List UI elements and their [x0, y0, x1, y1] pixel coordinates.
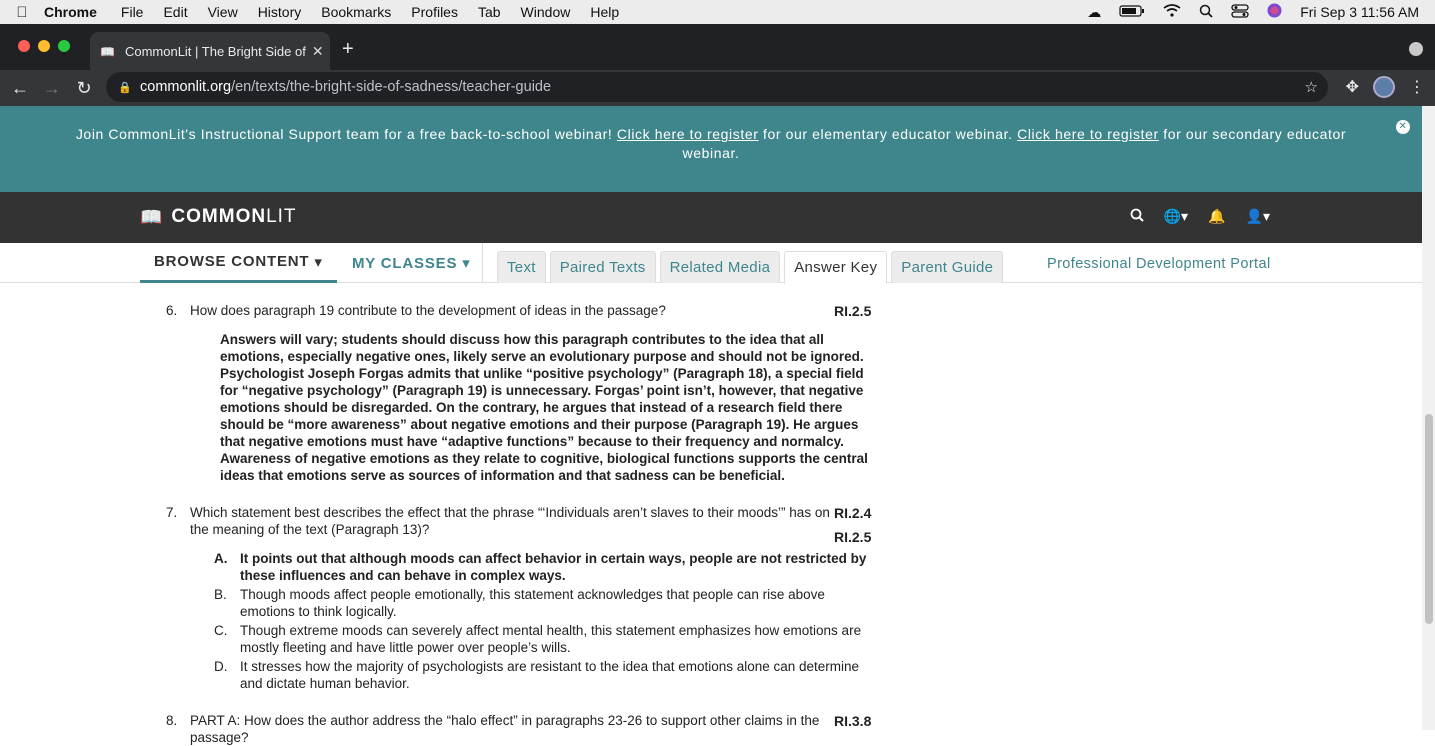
- forward-arrow-icon[interactable]: →: [43, 77, 61, 98]
- announcement-banner: [0, 106, 1422, 192]
- option-letter: B.: [214, 587, 227, 602]
- question-number: 7.: [166, 505, 178, 520]
- answer-text: Answers will vary; students should discuss how this paragraph contributes to the idea that all emotions, especially negative ones, likely serve an evolutionary purpose and should not be ignored. Psychologist Joseph Forgas admits that unlike “positive psychology” (Paragraph 18), a special field for “negative psychology” (Paragraph 19) is unnecessary. Forgas’ point isn’t, however, that negative emotions should be disregarded. On the contrary, he argues that instead of a research field there should be “more awareness” about negative emotions and their purpose (Paragraph 19). He argues that negative emotions must have “adaptive functions” because to their frequency and normalcy. Awareness of negative emotions as they relate to cognitive, biological functions supports the central ideas that emotions serve as sources of information and that sadness can be beneficial.: [220, 332, 868, 483]
- browse-content-label: BROWSE CONTENT: [154, 253, 310, 270]
- url-path: /en/texts/the-bright-side-of-sadness/teacher-guide: [231, 79, 552, 95]
- tab-close-icon[interactable]: ✕: [311, 42, 324, 59]
- menu-view[interactable]: View: [207, 4, 238, 20]
- banner-text-2: for our elementary educator webinar.: [763, 126, 1013, 142]
- window-minimize-button[interactable]: [38, 40, 50, 52]
- question-text: Which statement best describes the effect that the phrase “‘Individuals aren’t slaves to their moods’” has on the meaning of the text (Paragraph 13)?: [190, 505, 830, 537]
- question-text: PART A: How does the author address the “halo effect” in paragraphs 23-26 to support other claims in the passage?: [190, 713, 820, 745]
- menu-history[interactable]: History: [257, 4, 302, 20]
- wifi-icon[interactable]: [1163, 4, 1181, 20]
- question-number: 6.: [166, 303, 178, 318]
- apple-icon[interactable]: [0, 4, 44, 21]
- cloud-icon[interactable]: ☁: [1087, 3, 1102, 20]
- battery-icon[interactable]: [1119, 4, 1145, 20]
- menu-bookmarks[interactable]: Bookmarks: [321, 4, 392, 20]
- menubar-clock[interactable]: Fri Sep 3 11:56 AM: [1300, 4, 1419, 20]
- option-text: It points out that although moods can affect behavior in certain ways, people are not restricted by these influences and can behave in complex ways.: [240, 551, 867, 583]
- caret-down-icon: ▾: [314, 253, 323, 271]
- siri-icon[interactable]: [1267, 3, 1282, 21]
- spotlight-search-icon[interactable]: [1199, 4, 1213, 21]
- standard-code: RI.3.8: [834, 713, 872, 729]
- open-book-icon: 📖: [140, 206, 164, 227]
- option-letter: A.: [214, 551, 228, 566]
- url-host: commonlit.org: [140, 79, 232, 95]
- tab-answer-key[interactable]: Answer Key: [784, 251, 887, 284]
- my-classes-dropdown[interactable]: [352, 243, 471, 283]
- banner-close-icon[interactable]: ✕: [1396, 120, 1410, 134]
- new-tab-plus-icon[interactable]: +: [342, 38, 354, 60]
- notifications-bell-icon[interactable]: 🔔: [1208, 208, 1226, 224]
- reload-icon[interactable]: ↻: [76, 77, 92, 98]
- option-text: It stresses how the majority of psychologists are resistant to the idea that emotions alone can determine and dictate human behavior.: [240, 659, 860, 691]
- option-letter: C.: [214, 623, 228, 638]
- banner-text-3: for our secondary educator webinar.: [682, 126, 1347, 161]
- question-number: 8.: [166, 713, 178, 728]
- standard-code: RI.2.4: [834, 505, 872, 521]
- tab-related-media[interactable]: Related Media: [660, 251, 781, 283]
- logo-text-light: LIT: [266, 206, 297, 227]
- extensions-puzzle-icon[interactable]: ✥: [1345, 79, 1359, 96]
- control-center-icon[interactable]: [1231, 4, 1249, 21]
- standard-code: RI.2.5: [834, 529, 872, 545]
- browser-tab[interactable]: [90, 32, 330, 70]
- main-navbar: [0, 192, 1422, 243]
- option-text: Though extreme moods can severely affect mental health, this statement emphasizes how emotions are mostly fleeting and have little power over people’s wills.: [240, 623, 862, 655]
- caret-down-icon: ▾: [462, 255, 471, 272]
- nav-divider: [482, 243, 483, 283]
- search-icon[interactable]: [1130, 208, 1144, 225]
- my-classes-label: MY CLASSES: [352, 254, 458, 272]
- browser-tab-title: CommonLit | The Bright Side of: [124, 43, 306, 59]
- user-account-icon[interactable]: 👤▾: [1245, 208, 1270, 224]
- tab-parent-guide[interactable]: Parent Guide: [891, 251, 1003, 283]
- standard-code: RI.2.5: [834, 303, 872, 319]
- browser-menu-kebab-icon[interactable]: ⋮: [1409, 79, 1425, 96]
- browse-content-dropdown[interactable]: [140, 243, 337, 283]
- banner-text-1: Join CommonLit's Instructional Support team for a free back-to-school webinar!: [75, 126, 613, 142]
- commonlit-logo[interactable]: [140, 206, 297, 228]
- browser-tab-strip: [0, 24, 1435, 70]
- menu-tab[interactable]: Tab: [477, 4, 501, 20]
- option-text: Though moods affect people emotionally, this statement acknowledges that people can rise above emotions to think logically.: [240, 587, 825, 619]
- secondary-navbar: [0, 243, 1422, 283]
- bookmark-star-icon[interactable]: ☆: [1304, 79, 1318, 96]
- language-globe-icon[interactable]: 🌐▾: [1163, 208, 1189, 224]
- profile-avatar[interactable]: [1373, 76, 1395, 98]
- register-elementary-link[interactable]: Click here to register: [616, 126, 759, 142]
- option-letter: D.: [214, 659, 228, 674]
- register-secondary-link[interactable]: Click here to register: [1017, 126, 1159, 142]
- window-close-button[interactable]: [18, 40, 30, 52]
- back-arrow-icon[interactable]: ←: [11, 77, 29, 98]
- menu-profiles[interactable]: Profiles: [411, 4, 458, 20]
- tab-text[interactable]: Text: [497, 251, 546, 283]
- address-bar[interactable]: [106, 72, 1328, 102]
- macos-menubar: [0, 0, 1435, 24]
- logo-text-bold: COMMON: [171, 206, 267, 227]
- menu-help[interactable]: Help: [590, 4, 620, 20]
- web-page: [0, 106, 1422, 745]
- menu-file[interactable]: File: [120, 4, 144, 20]
- question-text: How does paragraph 19 contribute to the development of ideas in the passage?: [190, 303, 666, 318]
- browser-toolbar: [0, 70, 1435, 106]
- menu-window[interactable]: Window: [520, 4, 571, 20]
- professional-development-link[interactable]: Professional Development Portal: [1047, 256, 1271, 272]
- tab-search-chevron-icon[interactable]: [1409, 42, 1423, 56]
- lock-icon[interactable]: 🔒: [118, 81, 132, 94]
- guide-tabs: [497, 251, 1003, 284]
- menu-edit[interactable]: Edit: [163, 4, 188, 20]
- menu-app-chrome[interactable]: Chrome: [44, 4, 97, 20]
- book-favicon-icon: 📖: [100, 45, 115, 59]
- scrollbar-thumb[interactable]: [1425, 414, 1433, 624]
- answer-key-document: [0, 283, 1422, 745]
- tab-paired-texts[interactable]: Paired Texts: [550, 251, 656, 283]
- window-zoom-button[interactable]: [58, 40, 70, 52]
- page-scrollbar[interactable]: [1422, 106, 1435, 730]
